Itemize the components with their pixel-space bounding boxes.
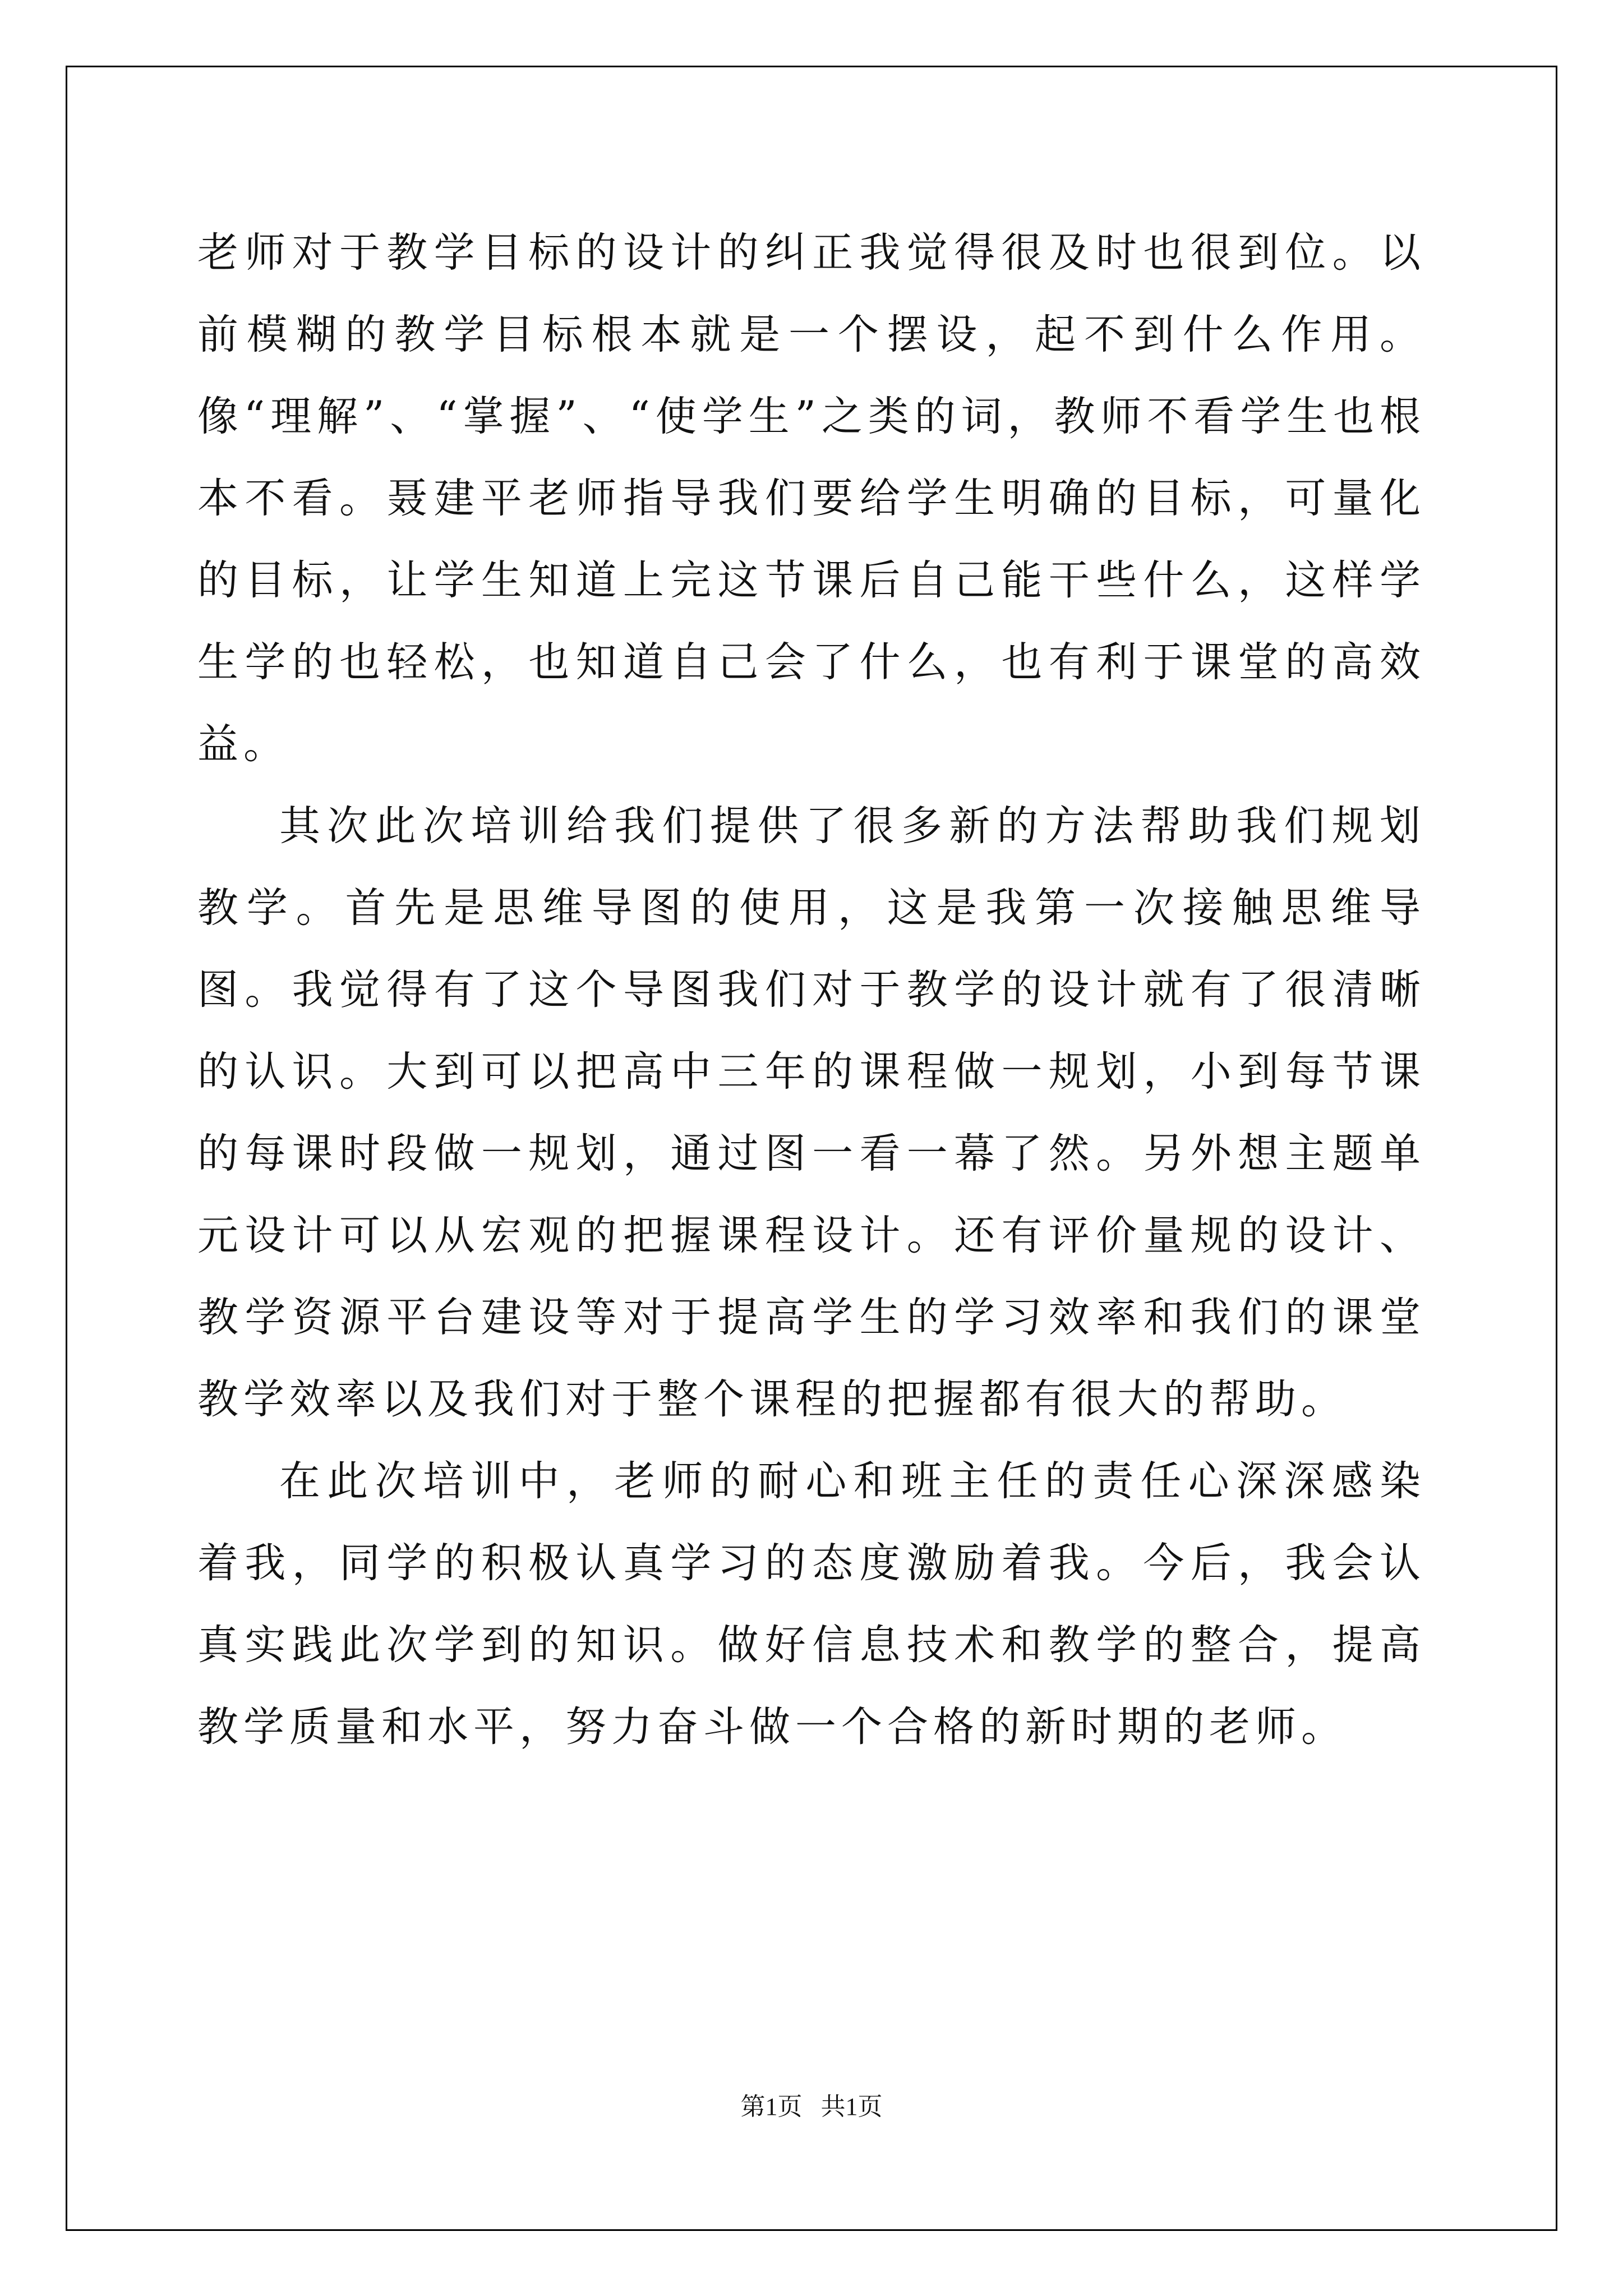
document-body [197, 212, 1426, 1768]
paragraph-3: 在此次培训中，老师的耐心和班主任的责任心深深感染着我，同学的积极认真学习的态度激励着我。今后，我会认真实践此次学到的知识。做好信息技术和教学的整合，提高教学质量和水平，努力奋斗做一个合格的新时期的老师。 [197, 1457, 1426, 1751]
paragraph-1: 老师对于教学目标的设计的纠正我觉得很及时也很到位。以前模糊的教学目标根本就是一个摆设，起不到什么作用。像“理解”、“掌握”、“使学生”之类的词，教师不看学生也根本不看。聂建平老师指导我们要给学生明确的目标，可量化的目标，让学生知道上完这节课后自己能干些什么，这样学生学的也轻松，也知道自己会了什么，也有利于课堂的高效益。 [197, 229, 1426, 768]
paragraph-2: 其次此次培训给我们提供了很多新的方法帮助我们规划教学。首先是思维导图的使用，这是我第一次接触思维导图。我觉得有了这个导图我们对于教学的设计就有了很清晰的认识。大到可以把高中三年的课程做一规划，小到每节课的每课时段做一规划，通过图一看一幕了然。另外想主题单元设计可以从宏观的把握课程设计。还有评价量规的设计、教学资源平台建设等对于提高学生的学习效率和我们的课堂教学效率以及我们对于整个课程的把握都有很大的帮助。 [197, 802, 1426, 1423]
page-number-footer: 第1页 共1页 [740, 2093, 883, 2120]
